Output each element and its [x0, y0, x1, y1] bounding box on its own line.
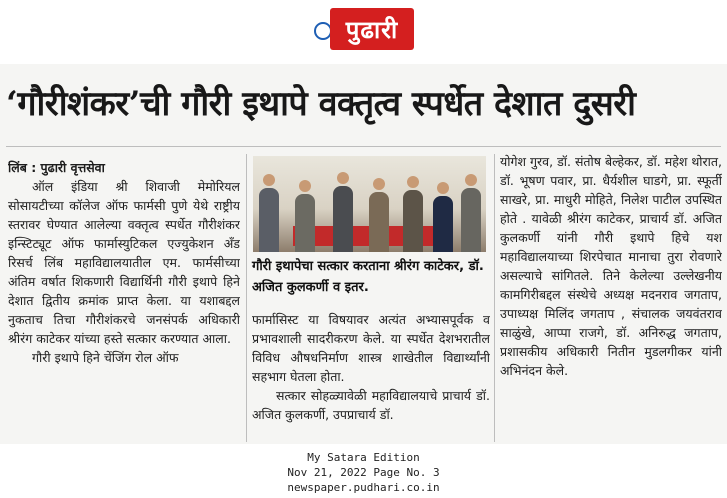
- footer-date-page: Nov 21, 2022 Page No. 3: [287, 466, 440, 479]
- footer-site-link[interactable]: newspaper.pudhari.co.in: [287, 481, 440, 494]
- photo-person: [369, 192, 389, 252]
- article-column-middle: [252, 310, 490, 444]
- column-divider-left: [246, 154, 247, 442]
- article-paragraph: गौरी इथापे हिने चेंजिंग रोल ऑफ: [32, 350, 179, 365]
- article-headline: ‘गौरीशंकर’ची गौरी इथापे वक्तृत्व स्पर्धेत देशात दुसरी: [6, 84, 636, 124]
- photo-person-head: [373, 178, 385, 190]
- article-paragraph: योगेश गुरव, डॉ. संतोष बेल्हेकर, डॉ. महेश थोरात, डॉ. भूषण पवार, प्रा. धैर्यशील घाडगे, प्रा. स्फूर्ती साखरे, प्रा. माधुरी मोहिते, निलेश पाटील उपस्थित होते . यावेळी श्रीरंग काटेकर, प्राचार्य डॉ. अजित कुलकर्णी यांनी गौरी इथापे हिचे यश महाविद्यालयाच्या शिरपेचात मानाचा तुरा रोवणारे असल्याचे सांगितले. तिने केलेल्या उल्लेखनीय कामगिरीबद्दल संस्थेचे अध्यक्ष मदनराव जगताप, उपाध्यक्ष मिलिंद जगताप , संचालक जयवंतराव साळुंखे, आप्पा राजगे, डॉ. अनिरुद्ध जगताप, प्रशासकीय अधिकारी नितीन मुडलगीकर यांनी अभिनंदन केले.: [500, 154, 722, 378]
- article-paragraph: फार्मासिस्ट या विषयावर अत्यंत अभ्यासपूर्वक व प्रभावशाली सादरीकरण केले. या स्पर्धेत देशभरातील विविध औषधनिर्माण शास्त्र शाखेतील विद्यार्थ्यांनी सहभाग घेतला होता.: [252, 312, 490, 384]
- article-photo: [253, 156, 486, 252]
- masthead: [0, 0, 727, 60]
- article-column-right: [500, 152, 722, 444]
- photo-person-head: [437, 182, 449, 194]
- photo-person: [403, 190, 423, 252]
- photo-person-head: [263, 174, 275, 186]
- photo-person: [333, 186, 353, 252]
- photo-person: [461, 188, 481, 252]
- article-paragraph: ऑल इंडिया श्री शिवाजी मेमोरियल सोसायटीच्या कॉलेज ऑफ फार्मसी पुणे येथे राष्ट्रीय स्तरावर घेण्यात आलेल्या वक्तृत्व स्पर्धेत गौरीशंकर इन्स्टिट्यूट ऑफ फार्मास्युटिकल एज्युकेशन अँड रिसर्च लिंब महाविद्यालयातील एम. फार्मसीच्या अंतिम वर्षात शिकणारी विद्यार्थिनी गौरी इथापे हिने देशात द्वितीय क्रमांक प्राप्त केला. या यशाबद्दल नुकताच तिचा गौरीशंकरचे जनसंपर्क अधिकारी श्रीरंग काटेकर यांच्या हस्ते सत्कार करण्यात आला.: [8, 179, 240, 346]
- photo-person-head: [465, 174, 477, 186]
- article-byline: लिंब : पुढारी वृत्तसेवा: [8, 160, 105, 175]
- article-column-left: [8, 158, 240, 443]
- headline-divider: [6, 146, 721, 147]
- column-divider-right: [494, 154, 495, 442]
- photo-person-head: [299, 180, 311, 192]
- footer-edition: My Satara Edition: [307, 451, 420, 464]
- photo-person: [295, 194, 315, 252]
- photo-person: [433, 196, 453, 252]
- photo-caption: गौरी इथापेचा सत्कार करताना श्रीरंग काटेकर, डॉ. अजित कुलकर्णी व इतर.: [252, 259, 484, 295]
- photo-person-head: [337, 172, 349, 184]
- page-footer: [0, 450, 727, 495]
- article-paragraph: सत्कार सोहळ्यावेळी महाविद्यालयाचे प्राचार्य डॉ. अजित कुलकर्णी, उपप्राचार्य डॉ.: [252, 388, 490, 422]
- newspaper-logo[interactable]: पुढारी: [330, 8, 414, 50]
- photo-person: [259, 188, 279, 252]
- photo-person-head: [407, 176, 419, 188]
